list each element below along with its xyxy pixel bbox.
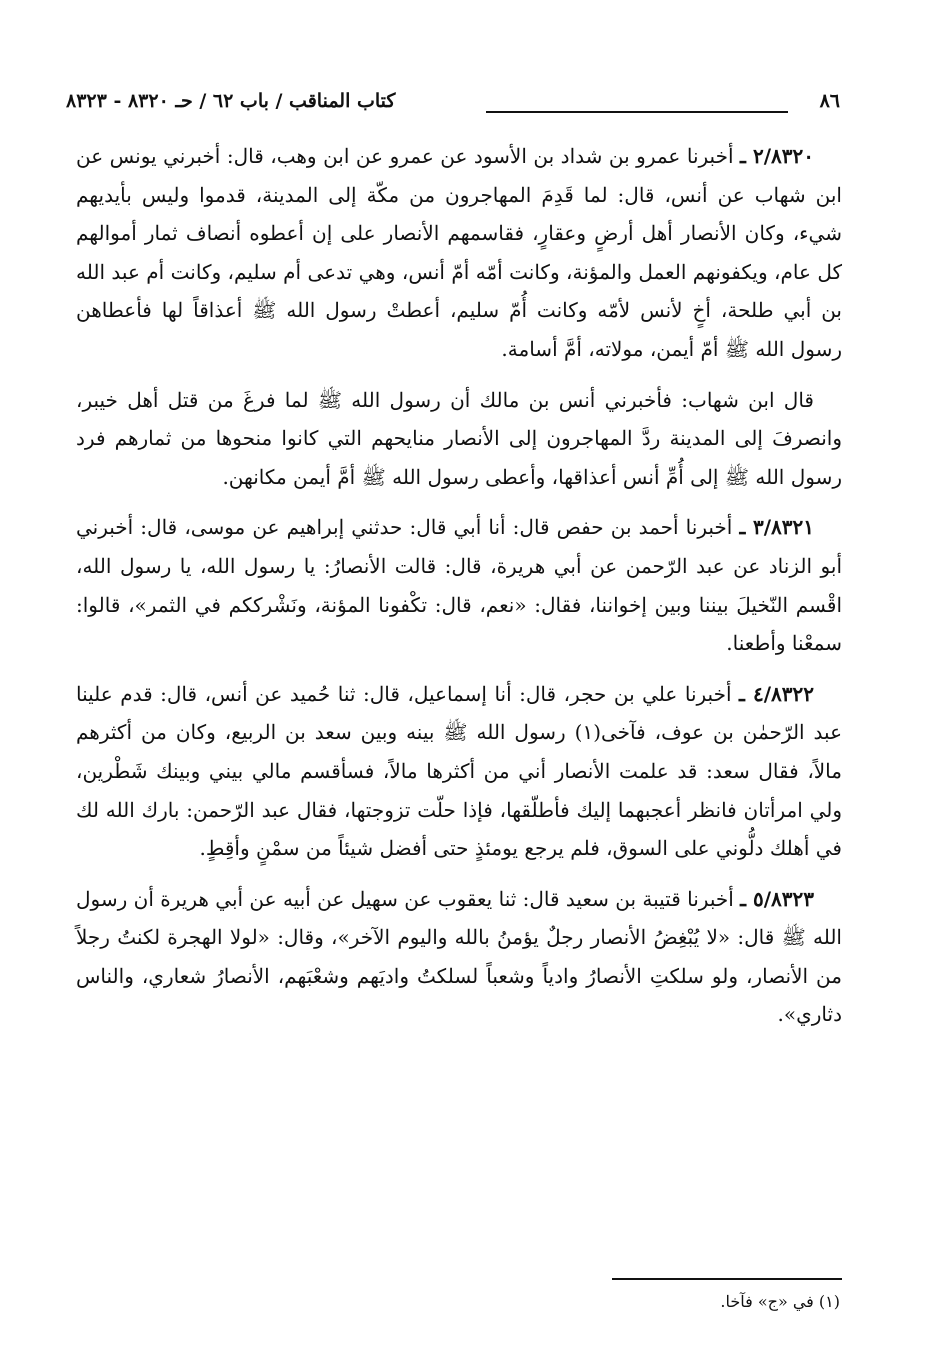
hadith-text: أخبرنا أحمد بن حفص قال: أنا أبي قال: حدثني إبراهيم عن موسى، قال: أخبرني أبو الزناد عن عبد الرّحمن عن أبي هريرة، قال: قالت الأنصارُ: يا رسول الله، يا رسول الله، اقْسم النّخيلَ بيننا وبين إخواننا، فقال: «نعم، قال: تكْفونا المؤنة، ونَشْرككم في الثمر»، قالوا: سمعْنا وأطعنا. <box>76 515 842 656</box>
header-rule <box>486 111 788 113</box>
footnote-rule <box>612 1278 842 1280</box>
main-text <box>76 137 842 1046</box>
page-header <box>66 84 840 124</box>
footnote: (١) في «ج» فآخا. <box>720 1292 840 1311</box>
hadith-8320 <box>76 137 842 369</box>
page-number: ٨٦ <box>819 90 840 112</box>
hadith-text: أخبرنا قتيبة بن سعيد قال: ثنا يعقوب عن سهيل عن أبيه عن أبي هريرة أن رسول الله ﷺ قال: «لا يُبْغِضُ الأنصار رجلٌ يؤمنُ بالله واليوم الآخر»، وقال: «لولا الهجرة لكنتُ رجلاً من الأنصار، ولو سلكتِ الأنصارُ وادياً وشعباً لسلكتُ واديَهم وشعْبَهم، الأنصارُ شعاري، والناس دثاري». <box>76 886 842 1027</box>
hadith-text: قال ابن شهاب: فأخبرني أنس بن مالك أن رسول الله ﷺ لما فرغَ من قتل أهل خيبر، وانصرفَ إلى المدينة ردَّ المهاجرون إلى الأنصار منايحهم التي كانوا منحوها من ثمارهم فرد رسول الله ﷺ إلى أُمِّ أنس أعذاقها، وأعطى رسول الله ﷺ أمَّ أيمن مكانهن. <box>76 387 842 489</box>
hadith-text: أخبرنا علي بن حجر، قال: أنا إسماعيل، قال: ثنا حُميد عن أنس، قال: قدم علينا عبد الرّحمٰن بن عوف، فآخى(١) رسول الله ﷺ بينه وبين سعد بن الربيع، وكان من أكثرهم مالاً، فقال سعد: قد علمت الأنصار أني من أكثرها مالاً، فسأقسم مالي بيني وبينك شَطْرين، ولي امرأتان فانظر أعجبهما إليك فأطلّقها، فإذا حلّت تزوجتها، فقال عبد الرّحمن: بارك الله لك في أهلك دلُّوني على السوق، فلم يرجع يومئذٍ حتى أفضل شيئاً من سمْنٍ وأقِطٍ. <box>76 681 843 861</box>
hadith-8320-continuation <box>76 381 842 497</box>
hadith-8322 <box>76 675 842 868</box>
running-title: كتاب المناقب / باب ٦٢ / حـ ٨٣٢٠ - ٨٣٢٣ <box>66 90 396 112</box>
hadith-number: ٣/٨٣٢١ ـ <box>739 515 815 540</box>
hadith-text: أخبرنا عمرو بن شداد بن الأسود عن عمرو عن ابن وهب، قال: أخبرني يونس عن ابن شهاب عن أنس، قال: لما قَدِمَ المهاجرون من مكّة إلى المدينة، قدموا وليس بأيديهم شيء، وكان الأنصار أهل أرضٍ وعقارٍ، فقاسمهم الأنصار على إن أعطوه أنصاف ثمار أموالهم كل عام، ويكفونهم العمل والمؤنة، وكانت أمّه أمّ أنس، وهي تدعى أم سليم، وكانت أم عبد الله بن أبي طلحة، أخٍ لأنس لأمّه وكانت أُمّ سليم، أعطتْ رسول الله ﷺ أعذاقاً لها فأعطاهن رسول الله ﷺ أمّ أيمن، مولاته، أمَّ أسامة. <box>76 144 842 361</box>
hadith-number: ٤/٨٣٢٢ ـ <box>739 681 814 706</box>
hadith-8323 <box>76 880 842 1034</box>
hadith-8321 <box>76 508 842 662</box>
hadith-number: ٢/٨٣٢٠ ـ <box>740 144 814 168</box>
hadith-number: ٥/٨٣٢٣ ـ <box>740 886 815 911</box>
